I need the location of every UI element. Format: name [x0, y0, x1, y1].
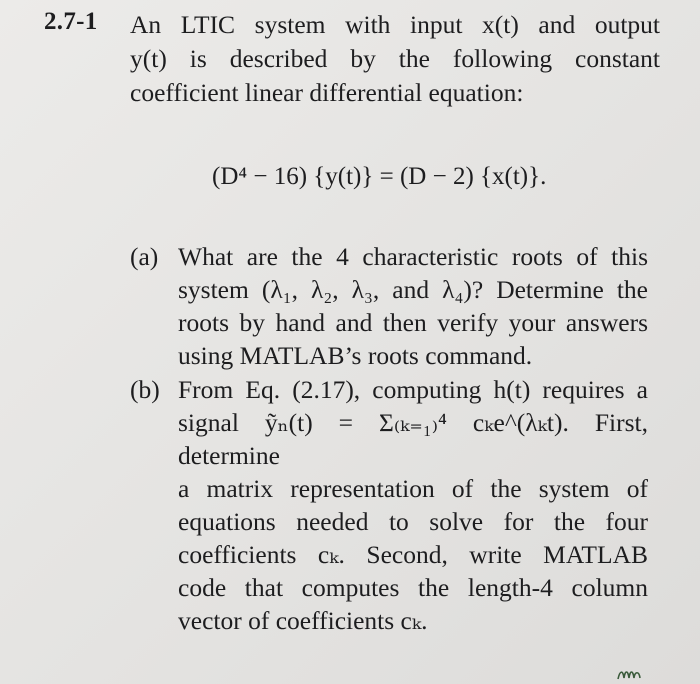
scribble-mark-icon [616, 666, 642, 680]
intro-line-2: y(t) is described by the following constant [130, 44, 660, 73]
part-a-line-3: roots by hand and then verify your answers [178, 308, 648, 337]
part-b-line-1: From Eq. (2.17), computing h(t) requires a [178, 375, 648, 404]
part-b-line-2: signal ỹₙ(t) = Σ₍ₖ₌₁₎⁴ cₖe^(λₖt). First, determine [178, 408, 648, 470]
part-a-label: (a) [130, 242, 159, 271]
part-b-label: (b) [130, 375, 160, 404]
intro-line-3: coefficient linear differential equation: [130, 78, 524, 107]
problem-intro [130, 8, 660, 110]
part-b-line-6: code that computes the length-4 column [178, 573, 648, 602]
intro-line-1: An LTIC system with input x(t) and output [130, 10, 660, 39]
part-b-line-3: a matrix representation of the system of [178, 474, 648, 503]
part-a-line-1: What are the 4 characteristic roots of this [178, 242, 648, 271]
problem-number: 2.7-1 [44, 8, 98, 35]
part-b-line-5: coefficients cₖ. Second, write MATLAB [178, 540, 648, 569]
part-a-line-4: using MATLAB’s roots command. [178, 341, 533, 370]
part-b-line-7: vector of coefficients cₖ. [178, 606, 428, 635]
differential-equation: (D⁴ − 16) {y(t)} = (D − 2) {x(t)}. [212, 163, 547, 190]
part-a-body [178, 240, 648, 372]
part-b-line-4: equations needed to solve for the four [178, 507, 648, 536]
part-a-line-2: system (λ₁, λ₂, λ₃, and λ₄)? Determine the [178, 275, 648, 304]
part-b-body [178, 373, 648, 637]
